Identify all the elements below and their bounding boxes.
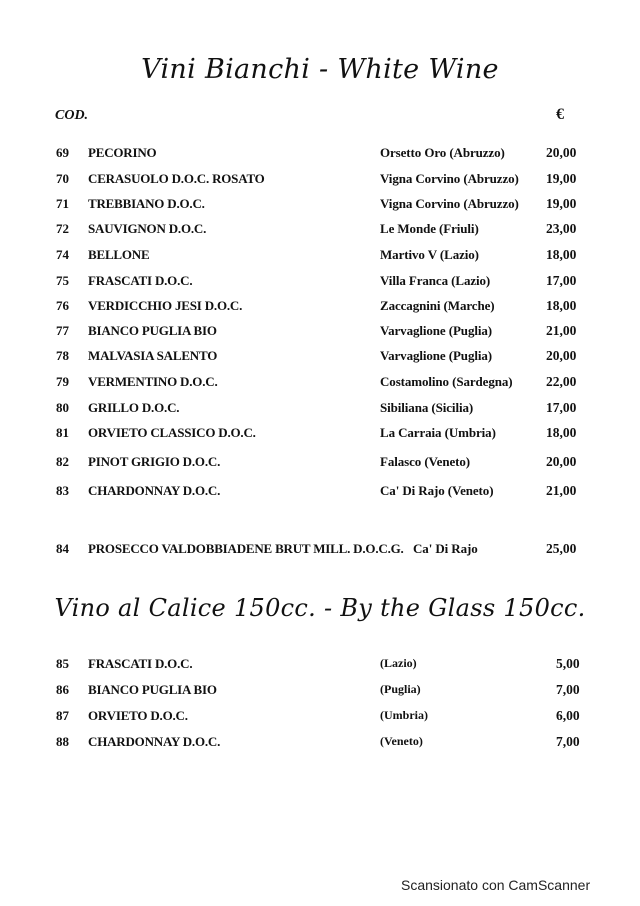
wine-code: 76: [56, 298, 69, 313]
table-row: [0, 425, 640, 445]
wine-producer: Falasco (Veneto): [380, 454, 470, 469]
wine-price: 21,00: [546, 483, 577, 498]
wine-name: PROSECCO VALDOBBIADENE BRUT MILL. D.O.C.G.: [88, 541, 404, 556]
wine-price: 20,00: [546, 454, 577, 469]
wine-name: CERASUOLO D.O.C. ROSATO: [88, 171, 265, 186]
wine-code: 88: [56, 734, 69, 749]
glass-section-title: Vino al Calice 150cc. - By the Glass 150cc.: [54, 594, 586, 622]
wine-code: 84: [56, 541, 69, 556]
page-title: Vini Bianchi - White Wine: [141, 54, 499, 85]
wine-producer: Orsetto Oro (Abruzzo): [380, 145, 505, 160]
wine-name: FRASCATI D.O.C.: [88, 273, 193, 288]
table-row: [0, 374, 640, 394]
wine-producer: Villa Franca (Lazio): [380, 273, 491, 288]
wine-name: FRASCATI D.O.C.: [88, 656, 193, 671]
wine-name: SAUVIGNON D.O.C.: [88, 221, 207, 236]
table-row: [0, 196, 640, 216]
scanner-watermark: Scansionato con CamScanner: [401, 877, 591, 893]
wine-producer: Varvaglione (Puglia): [380, 348, 492, 363]
wine-price: 22,00: [546, 374, 577, 389]
wine-price: 17,00: [546, 273, 577, 288]
wine-code: 77: [56, 323, 69, 338]
wine-code: 81: [56, 425, 69, 440]
wine-code: 86: [56, 682, 69, 697]
wine-price: 25,00: [546, 541, 577, 556]
wine-name: VERDICCHIO JESI D.O.C.: [88, 298, 243, 313]
wine-code: 79: [56, 374, 69, 389]
wine-producer: Costamolino (Sardegna): [380, 374, 513, 389]
wine-code: 75: [56, 273, 69, 288]
wine-price: 23,00: [546, 221, 577, 236]
wine-price: 20,00: [546, 145, 577, 160]
wine-region: (Umbria): [380, 708, 428, 722]
wine-producer: Ca' Di Rajo: [413, 541, 478, 556]
wine-producer: Vigna Corvino (Abruzzo): [380, 171, 519, 186]
wine-producer: Ca' Di Rajo (Veneto): [380, 483, 494, 498]
wine-code: 71: [56, 196, 69, 211]
wine-price: 18,00: [546, 298, 577, 313]
table-row: [0, 400, 640, 420]
table-row: [0, 221, 640, 241]
wine-code: 69: [56, 145, 69, 160]
table-row: [0, 348, 640, 368]
wine-name: BIANCO PUGLIA BIO: [88, 323, 217, 338]
wine-price: 20,00: [546, 348, 577, 363]
wine-name: BELLONE: [88, 247, 150, 262]
prosecco-row: [0, 541, 640, 561]
wine-region: (Veneto): [380, 734, 423, 748]
price-column-header: €: [556, 106, 564, 123]
wine-price: 7,00: [556, 734, 580, 749]
table-row: [0, 298, 640, 318]
wine-name: GRILLO D.O.C.: [88, 400, 180, 415]
wine-code: 72: [56, 221, 69, 236]
wine-price: 18,00: [546, 425, 577, 440]
wine-code: 78: [56, 348, 69, 363]
wine-name: CHARDONNAY D.O.C.: [88, 734, 221, 749]
table-row: [0, 734, 640, 754]
table-row: [0, 273, 640, 293]
wine-name: MALVASIA SALENTO: [88, 348, 218, 363]
wine-producer: Zaccagnini (Marche): [380, 298, 495, 313]
wine-producer: Varvaglione (Puglia): [380, 323, 492, 338]
table-row: [0, 323, 640, 343]
wine-price: 17,00: [546, 400, 577, 415]
wine-producer: Vigna Corvino (Abruzzo): [380, 196, 519, 211]
wine-name: VERMENTINO D.O.C.: [88, 374, 218, 389]
wine-producer: Le Monde (Friuli): [380, 221, 479, 236]
wine-code: 80: [56, 400, 69, 415]
table-row: [0, 247, 640, 267]
wine-code: 83: [56, 483, 69, 498]
table-row: [0, 682, 640, 702]
table-row: [0, 454, 640, 474]
wine-name: PECORINO: [88, 145, 157, 160]
wine-code: 85: [56, 656, 69, 671]
wine-producer: Martivo V (Lazio): [380, 247, 479, 262]
wine-code: 70: [56, 171, 69, 186]
table-row: [0, 145, 640, 165]
wine-region: (Puglia): [380, 682, 421, 696]
wine-name: TREBBIANO D.O.C.: [88, 196, 205, 211]
code-column-header: COD.: [55, 108, 89, 123]
table-row: [0, 483, 640, 503]
wine-price: 18,00: [546, 247, 577, 262]
wine-price: 7,00: [556, 682, 580, 697]
wine-code: 82: [56, 454, 69, 469]
table-row: [0, 171, 640, 191]
wine-name: PINOT GRIGIO D.O.C.: [88, 454, 221, 469]
wine-price: 21,00: [546, 323, 577, 338]
wine-price: 6,00: [556, 708, 580, 723]
table-row: [0, 708, 640, 728]
table-row: [0, 656, 640, 676]
wine-name: BIANCO PUGLIA BIO: [88, 682, 217, 697]
wine-price: 19,00: [546, 171, 577, 186]
wine-producer: La Carraia (Umbria): [380, 425, 496, 440]
wine-name: ORVIETO D.O.C.: [88, 708, 188, 723]
wine-name: CHARDONNAY D.O.C.: [88, 483, 221, 498]
wine-code: 87: [56, 708, 69, 723]
wine-region: (Lazio): [380, 656, 417, 670]
wine-producer: Sibiliana (Sicilia): [380, 400, 474, 415]
wine-price: 5,00: [556, 656, 580, 671]
wine-name: ORVIETO CLASSICO D.O.C.: [88, 425, 256, 440]
wine-code: 74: [56, 247, 69, 262]
wine-price: 19,00: [546, 196, 577, 211]
